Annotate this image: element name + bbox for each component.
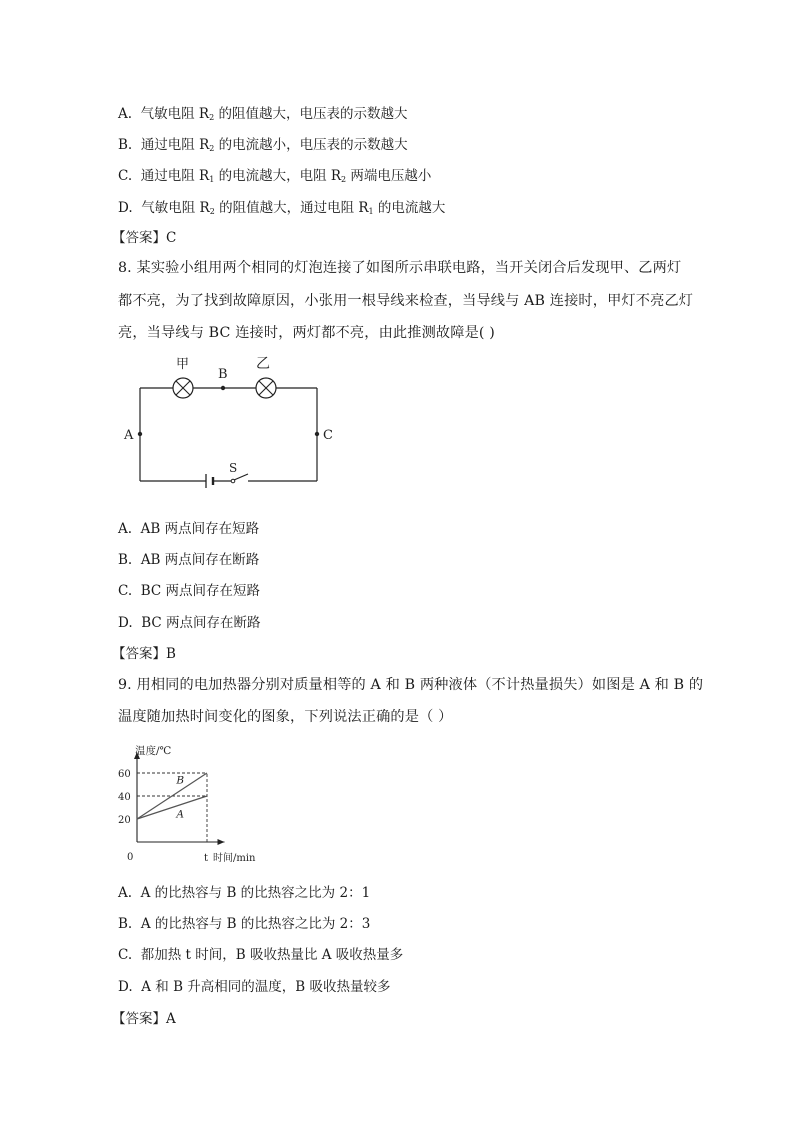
- node-c-dot: [315, 432, 319, 436]
- q8-stem-line-2: 都不亮，为了找到故障原因，小张用一根导线来检查，当导线与 AB 连接时，甲灯不亮乙灯: [118, 293, 694, 309]
- lamp-jia: [173, 378, 193, 398]
- node-a-dot: [138, 432, 142, 436]
- series-label-a: A: [176, 808, 184, 821]
- q7-option-b: B. 通过电阻 $R_2$ 的电流越小，电压表的示数越大: [118, 137, 408, 153]
- q9-option-a: A. A 的比热容与 B 的比热容之比为 2：1: [118, 885, 371, 901]
- q7-option-a: A. 气敏电阻 $R_2$ 的阻值越大，电压表的示数越大: [118, 106, 408, 122]
- q8-answer: [112, 645, 176, 663]
- series-label-b: B: [176, 774, 185, 787]
- y-tick-label-20: 20: [118, 815, 131, 826]
- answer-tag: 【答案】: [112, 1011, 166, 1027]
- node-b-dot: [221, 386, 225, 390]
- battery-symbol: [206, 474, 213, 488]
- answer-value: C: [166, 230, 177, 246]
- y-tick-label-40: 40: [118, 792, 131, 803]
- q8-option-c: C. BC 两点间存在短路: [118, 583, 261, 599]
- x-axis-arrow: [218, 839, 225, 845]
- switch-label: S: [229, 461, 238, 475]
- y-axis-label: 温度/℃: [135, 745, 172, 757]
- q8-stem-line-1: 8. 某实验小组用两个相同的灯泡连接了如图所示串联电路，当开关闭合后发现甲、乙两灯: [118, 260, 682, 276]
- y-tick-label-60: 60: [118, 769, 131, 780]
- q9-stem-line-1: 9. 用相同的电加热器分别对质量相等的 A 和 B 两种液体（不计热量损失）如图是 A 和 B 的: [118, 677, 704, 693]
- q8-option-b: B. AB 两点间存在断路: [118, 552, 260, 568]
- answer-value: A: [166, 1011, 176, 1027]
- q8-stem-line-3: 亮，当导线与 BC 连接时，两灯都不亮，由此推测故障是( ): [118, 325, 495, 341]
- q7-answer: [112, 229, 176, 247]
- x-tick-label-origin: 0: [127, 852, 134, 863]
- answer-tag: 【答案】: [112, 646, 166, 662]
- q9-option-d: D. A 和 B 升高相同的温度，B 吸收热量较多: [118, 979, 391, 995]
- node-c-label: C: [323, 428, 333, 443]
- q9-option-b: B. A 的比热容与 B 的比热容之比为 2：3: [118, 916, 371, 932]
- q9-option-c: C. 都加热 t 时间，B 吸收热量比 A 吸收热量多: [118, 947, 404, 963]
- q7-option-d: D. 气敏电阻 $R_2$ 的阻值越大，通过电阻 $R_1$ 的电流越大: [118, 200, 446, 216]
- lamp-yi: [256, 378, 276, 398]
- node-b-label: B: [218, 367, 228, 382]
- series-circuit-diagram: [120, 350, 335, 495]
- q8-option-d: D. BC 两点间存在断路: [118, 615, 261, 631]
- q7-option-c: C. 通过电阻 $R_1$ 的电流越大，电阻 $R_2$ 两端电压越小: [118, 168, 432, 184]
- x-axis-label: 时间/min: [213, 853, 256, 864]
- q9-answer: [112, 1010, 176, 1028]
- answer-tag: 【答案】: [112, 230, 166, 246]
- temperature-time-chart: [115, 742, 275, 867]
- q8-option-a: A. AB 两点间存在短路: [118, 521, 260, 537]
- x-tick-label-t: t: [204, 853, 209, 864]
- lamp-yi-label: 乙: [256, 356, 270, 372]
- series-line-a: [137, 796, 207, 819]
- switch-symbol: [231, 474, 248, 483]
- lamp-jia-label: 甲: [176, 357, 190, 372]
- answer-value: B: [166, 646, 176, 662]
- q9-stem-line-2: 温度随加热时间变化的图象，下列说法正确的是（ ）: [118, 709, 453, 725]
- node-a-label: A: [124, 428, 134, 443]
